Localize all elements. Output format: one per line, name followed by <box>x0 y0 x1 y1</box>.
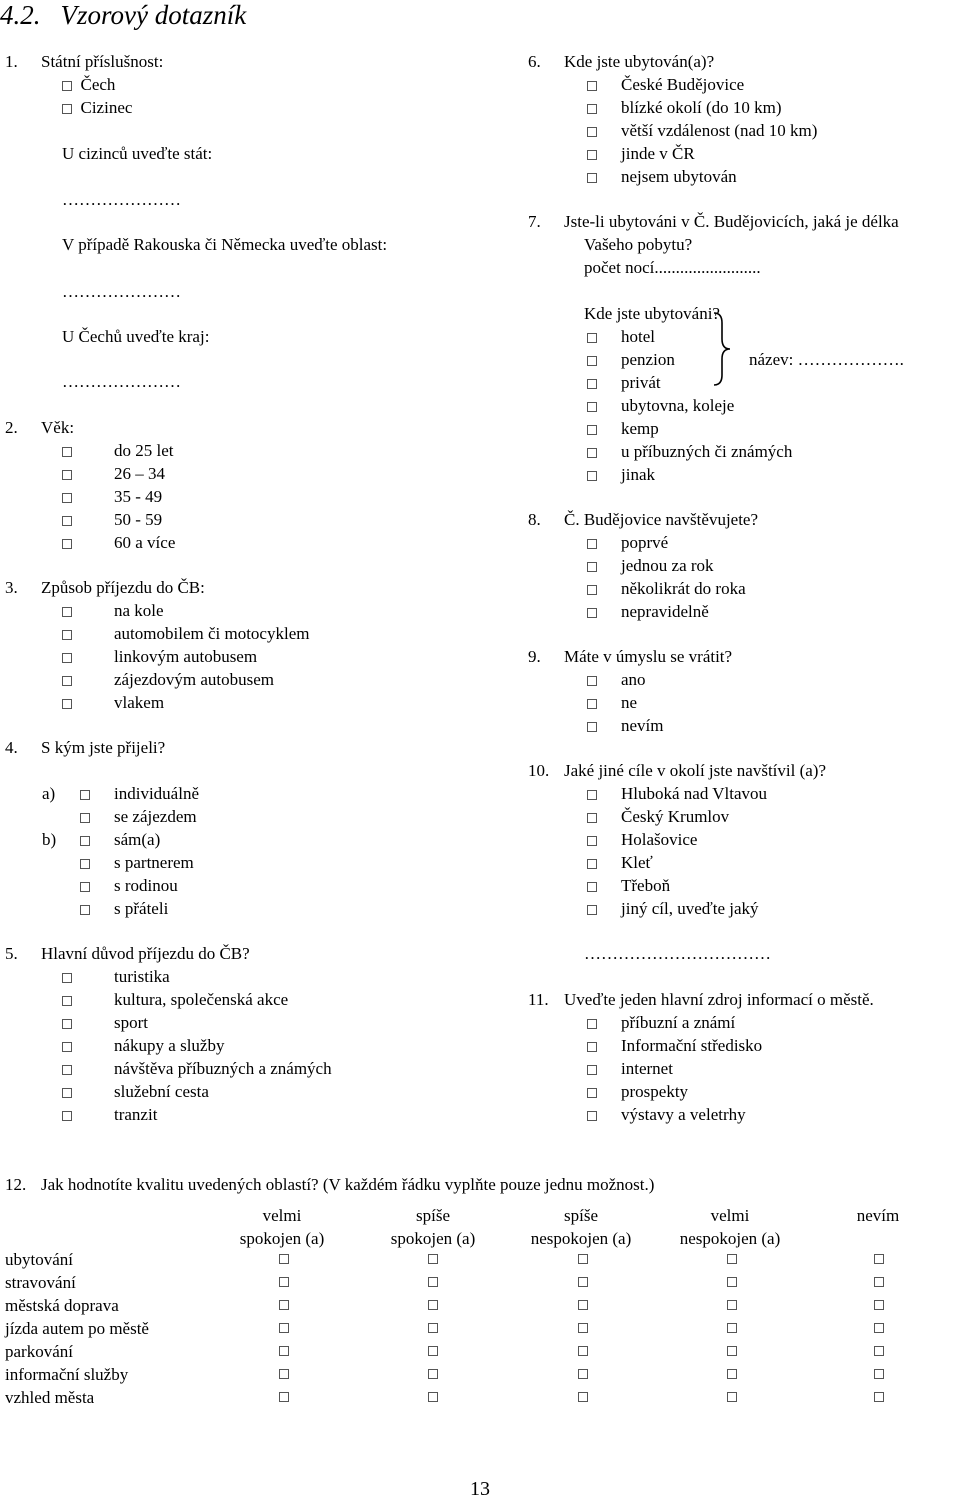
option-label: penzion <box>621 350 675 369</box>
question-6 <box>528 52 714 72</box>
checkbox-icon[interactable] <box>587 333 597 343</box>
option-label: sport <box>114 1013 148 1032</box>
option-label: jinak <box>621 465 655 484</box>
checkbox-icon[interactable] <box>80 905 90 915</box>
rating-checkbox-icon[interactable] <box>727 1369 737 1379</box>
option-label: vlakem <box>114 693 165 712</box>
option-row[interactable] <box>62 75 115 95</box>
option-row[interactable] <box>587 75 744 95</box>
question-number: 3. <box>5 578 18 597</box>
checkbox-icon[interactable] <box>80 836 90 846</box>
option-label: poprvé <box>621 533 669 552</box>
option-label: jinde v ČR <box>621 144 695 163</box>
option-label: se zájezdem <box>114 807 197 826</box>
question-label: Státní příslušnost: <box>41 52 164 71</box>
rating-column-header: velmi spokojen (a) <box>239 1206 325 1248</box>
option-label: České Budějovice <box>621 75 745 94</box>
rating-checkbox-icon[interactable] <box>874 1254 884 1264</box>
checkbox-icon[interactable] <box>587 402 597 412</box>
rating-checkbox-icon[interactable] <box>727 1300 737 1310</box>
option-row[interactable] <box>80 853 194 873</box>
option-label: výstavy a veletrhy <box>621 1105 746 1124</box>
curly-brace-icon <box>708 309 738 389</box>
question-number: 8. <box>528 510 541 529</box>
checkbox-icon[interactable] <box>62 653 72 663</box>
option-row[interactable] <box>587 121 817 141</box>
option-label: nejsem ubytován <box>621 167 737 186</box>
checkbox-icon[interactable] <box>587 585 597 595</box>
question-2 <box>5 418 74 438</box>
checkbox-icon[interactable] <box>587 150 597 160</box>
rating-checkbox-icon[interactable] <box>874 1369 884 1379</box>
region-label: V případě Rakouska či Německa uveďte oblast: <box>62 235 388 254</box>
rating-checkbox-icon[interactable] <box>428 1369 438 1379</box>
option-label: hotel <box>621 327 655 346</box>
checkbox-icon[interactable] <box>62 470 72 480</box>
option-label: jiný cíl, uveďte jaký <box>621 899 759 918</box>
option-row[interactable] <box>587 556 714 576</box>
checkbox-icon[interactable] <box>62 1042 72 1052</box>
question-label: Jaké jiné cíle v okolí jste navštívil (a)? <box>564 761 827 780</box>
section-heading <box>0 0 246 30</box>
checkbox-icon[interactable] <box>587 379 597 389</box>
question-12 <box>5 1175 654 1195</box>
section-number: 4.2. <box>0 0 41 30</box>
checkbox-icon[interactable] <box>587 699 597 709</box>
checkbox-icon[interactable] <box>62 996 72 1006</box>
rating-column-header: nevím <box>856 1206 900 1225</box>
option-label: s partnerem <box>114 853 194 872</box>
option-row[interactable] <box>587 396 734 416</box>
region-field[interactable]: ………………… <box>62 282 181 301</box>
rating-checkbox-icon[interactable] <box>428 1323 438 1333</box>
option-row[interactable] <box>587 693 637 713</box>
option-row[interactable] <box>80 807 197 827</box>
option-label: ubytovna, koleje <box>621 396 735 415</box>
rating-checkbox-icon[interactable] <box>874 1392 884 1402</box>
option-row[interactable] <box>62 533 175 553</box>
option-row[interactable] <box>62 601 164 621</box>
option-label: Třeboň <box>621 876 671 895</box>
rating-column-header: spíše nespokojen (a) <box>530 1206 632 1248</box>
question-1 <box>5 52 163 72</box>
option-label: služební cesta <box>114 1082 209 1101</box>
option-label: kultura, společenská akce <box>114 990 289 1009</box>
option-row[interactable] <box>587 533 668 553</box>
checkbox-icon[interactable] <box>587 1088 597 1098</box>
checkbox-icon[interactable] <box>587 790 597 800</box>
rating-checkbox-icon[interactable] <box>279 1323 289 1333</box>
checkbox-icon[interactable] <box>587 1065 597 1075</box>
question-number: 1. <box>5 52 18 71</box>
rating-checkbox-icon[interactable] <box>279 1369 289 1379</box>
option-label: individuálně <box>114 784 199 803</box>
question-label: Máte v úmyslu se vrátit? <box>564 647 733 666</box>
option-label: do 25 let <box>114 441 174 460</box>
rating-checkbox-icon[interactable] <box>727 1323 737 1333</box>
question-label: S kým jste přijeli? <box>41 738 166 757</box>
option-label: tranzit <box>114 1105 158 1124</box>
question-9 <box>528 647 732 667</box>
option-row[interactable] <box>587 579 746 599</box>
rating-checkbox-icon[interactable] <box>279 1300 289 1310</box>
checkbox-icon[interactable] <box>587 1042 597 1052</box>
option-label: nepravidelně <box>621 602 709 621</box>
option-label: zájezdovým autobusem <box>114 670 275 689</box>
rating-checkbox-icon[interactable] <box>578 1277 588 1287</box>
rating-column-header: velmi nespokojen (a) <box>679 1206 781 1248</box>
rating-checkbox-icon[interactable] <box>727 1392 737 1402</box>
checkbox-icon[interactable] <box>62 447 72 457</box>
checkbox-icon[interactable] <box>587 813 597 823</box>
checkbox-icon[interactable] <box>587 1019 597 1029</box>
option-row[interactable] <box>587 442 792 462</box>
checkbox-icon[interactable] <box>587 448 597 458</box>
option-row[interactable] <box>62 693 164 713</box>
option-label: větší vzdálenost (nad 10 km) <box>621 121 818 140</box>
accommodation-question: Kde jste ubytováni? <box>584 304 720 323</box>
question-number: 6. <box>528 52 541 71</box>
rating-checkbox-icon[interactable] <box>279 1277 289 1287</box>
option-row[interactable] <box>587 784 767 804</box>
option-label: Kleť <box>621 853 653 872</box>
option-row[interactable] <box>587 350 675 370</box>
option-row[interactable] <box>62 647 257 667</box>
option-label: 35 - 49 <box>114 487 163 506</box>
option-row[interactable] <box>587 419 659 439</box>
option-label: prospekty <box>621 1082 689 1101</box>
checkbox-icon[interactable] <box>587 127 597 137</box>
checkbox-icon[interactable] <box>62 1065 72 1075</box>
question-label: Věk: <box>41 418 75 437</box>
option-label: příbuzní a známí <box>621 1013 736 1032</box>
section-title: Vzorový dotazník <box>60 0 247 30</box>
checkbox-icon[interactable] <box>587 882 597 892</box>
option-label: Hluboká nad Vltavou <box>621 784 768 803</box>
option-label: sám(a) <box>114 830 161 849</box>
question-number: 12. <box>5 1175 27 1194</box>
question-label: Jste-li ubytováni v Č. Budějovicích, jaká je délka <box>564 212 899 231</box>
question-7 <box>528 212 899 232</box>
rating-checkbox-icon[interactable] <box>578 1392 588 1402</box>
accommodation-name-field[interactable]: název: ………………. <box>749 350 904 369</box>
option-row[interactable] <box>587 1013 735 1033</box>
option-label: Čech <box>80 75 116 94</box>
checkbox-icon[interactable] <box>587 471 597 481</box>
option-label: s rodinou <box>114 876 178 895</box>
rating-checkbox-icon[interactable] <box>578 1300 588 1310</box>
checkbox-icon[interactable] <box>587 608 597 618</box>
option-label: 26 – 34 <box>114 464 165 483</box>
option-row[interactable] <box>587 167 737 187</box>
rating-checkbox-icon[interactable] <box>578 1323 588 1333</box>
rating-checkbox-icon[interactable] <box>874 1300 884 1310</box>
checkbox-icon[interactable] <box>62 104 72 114</box>
checkbox-icon[interactable] <box>62 607 72 617</box>
group-a-label: a) <box>42 784 56 803</box>
option-row[interactable] <box>62 990 288 1010</box>
option-row[interactable] <box>587 716 664 736</box>
option-label: ano <box>621 670 646 689</box>
rating-checkbox-icon[interactable] <box>578 1254 588 1264</box>
option-row[interactable] <box>587 899 759 919</box>
rating-checkbox-icon[interactable] <box>727 1346 737 1356</box>
checkbox-icon[interactable] <box>80 790 90 800</box>
rating-checkbox-icon[interactable] <box>428 1254 438 1264</box>
option-label: automobilem či motocyklem <box>114 624 310 643</box>
question-number: 4. <box>5 738 18 757</box>
checkbox-icon[interactable] <box>62 630 72 640</box>
rating-checkbox-icon[interactable] <box>428 1277 438 1287</box>
question-11 <box>528 990 874 1010</box>
option-label: internet <box>621 1059 673 1078</box>
option-row[interactable] <box>587 144 695 164</box>
option-label: 50 - 59 <box>114 510 163 529</box>
checkbox-icon[interactable] <box>587 676 597 686</box>
question-label: Uveďte jeden hlavní zdroj informací o městě. <box>564 990 874 1009</box>
checkbox-icon[interactable] <box>62 1111 72 1121</box>
foreign-country-field[interactable]: ………………… <box>62 190 181 209</box>
rating-row-label: městská doprava <box>5 1296 119 1315</box>
checkbox-icon[interactable] <box>587 356 597 366</box>
checkbox-icon[interactable] <box>587 836 597 846</box>
rating-checkbox-icon[interactable] <box>874 1277 884 1287</box>
checkbox-icon[interactable] <box>62 539 72 549</box>
option-row[interactable] <box>62 1036 224 1056</box>
rating-row-label: parkování <box>5 1342 73 1361</box>
option-row[interactable] <box>587 853 653 873</box>
question-label: Způsob příjezdu do ČB: <box>41 578 205 597</box>
nights-field[interactable]: počet nocí......................... <box>584 258 761 277</box>
checkbox-icon[interactable] <box>587 425 597 435</box>
checkbox-icon[interactable] <box>587 562 597 572</box>
czech-region-label: U Čechů uveďte kraj: <box>62 327 210 346</box>
option-row[interactable] <box>62 1082 209 1102</box>
checkbox-icon[interactable] <box>62 493 72 503</box>
option-row[interactable] <box>587 327 655 347</box>
option-row[interactable] <box>62 967 170 987</box>
checkbox-icon[interactable] <box>62 676 72 686</box>
option-row[interactable] <box>62 1105 157 1125</box>
question-number: 7. <box>528 212 541 231</box>
option-label: linkovým autobusem <box>114 647 258 666</box>
option-label: jednou za rok <box>621 556 714 575</box>
rating-checkbox-icon[interactable] <box>874 1323 884 1333</box>
option-row[interactable] <box>62 1059 332 1079</box>
option-label: blízké okolí (do 10 km) <box>621 98 782 117</box>
checkbox-icon[interactable] <box>62 973 72 983</box>
rating-checkbox-icon[interactable] <box>279 1392 289 1402</box>
option-label: Český Krumlov <box>621 807 730 826</box>
rating-checkbox-icon[interactable] <box>279 1254 289 1264</box>
option-label: Holašovice <box>621 830 698 849</box>
czech-region-field[interactable]: ………………… <box>62 372 181 391</box>
question-number: 2. <box>5 418 18 437</box>
rating-checkbox-icon[interactable] <box>727 1277 737 1287</box>
rating-row-label: ubytování <box>5 1250 73 1269</box>
rating-row-label: stravování <box>5 1273 76 1292</box>
checkbox-icon[interactable] <box>587 173 597 183</box>
question-label: Kde jste ubytován(a)? <box>564 52 715 71</box>
option-row[interactable] <box>587 465 655 485</box>
option-label: nákupy a služby <box>114 1036 225 1055</box>
checkbox-icon[interactable] <box>587 1111 597 1121</box>
rating-checkbox-icon[interactable] <box>428 1300 438 1310</box>
checkbox-icon[interactable] <box>587 859 597 869</box>
option-label: u příbuzných či známých <box>621 442 793 461</box>
checkbox-icon[interactable] <box>80 813 90 823</box>
option-row[interactable] <box>587 1082 688 1102</box>
option-row[interactable] <box>62 464 165 484</box>
question-4 <box>5 738 165 758</box>
option-label: ne <box>621 693 638 712</box>
option-row[interactable] <box>80 899 168 919</box>
question-label: Jak hodnotíte kvalitu uvedených oblastí? (V každém řádku vyplňte pouze jednu možnost.) <box>41 1175 655 1194</box>
option-label: návštěva příbuzných a známých <box>114 1059 332 1078</box>
page-number: 13 <box>470 1478 490 1500</box>
option-row[interactable] <box>587 602 709 622</box>
rating-checkbox-icon[interactable] <box>279 1346 289 1356</box>
rating-column-header: spíše spokojen (a) <box>390 1206 476 1248</box>
checkbox-icon[interactable] <box>587 81 597 91</box>
rating-checkbox-icon[interactable] <box>428 1346 438 1356</box>
option-row[interactable] <box>587 830 697 850</box>
option-label: s přáteli <box>114 899 169 918</box>
question-number: 10. <box>528 761 550 780</box>
option-row[interactable] <box>587 1059 673 1079</box>
option-row[interactable] <box>587 807 729 827</box>
checkbox-icon[interactable] <box>587 104 597 114</box>
option-label: 60 a více <box>114 533 176 552</box>
rating-checkbox-icon[interactable] <box>578 1346 588 1356</box>
question-number: 11. <box>528 990 549 1009</box>
option-row[interactable] <box>587 373 661 393</box>
option-row[interactable] <box>80 876 178 896</box>
option-row[interactable] <box>80 784 199 804</box>
option-label: privát <box>621 373 661 392</box>
option-label: kemp <box>621 419 659 438</box>
checkbox-icon[interactable] <box>587 722 597 732</box>
question-10 <box>528 761 826 781</box>
option-row[interactable] <box>62 487 162 507</box>
option-label: na kole <box>114 601 164 620</box>
checkbox-icon[interactable] <box>80 859 90 869</box>
option-row[interactable] <box>62 624 309 644</box>
option-row[interactable] <box>62 510 162 530</box>
group-b-label: b) <box>42 830 57 849</box>
foreign-country-label: U cizinců uveďte stát: <box>62 144 213 163</box>
option-row[interactable] <box>587 1036 762 1056</box>
option-row[interactable] <box>62 98 132 118</box>
option-row[interactable] <box>587 876 670 896</box>
checkbox-icon[interactable] <box>62 81 72 91</box>
checkbox-icon[interactable] <box>587 539 597 549</box>
question-3 <box>5 578 205 598</box>
checkbox-icon[interactable] <box>62 699 72 709</box>
option-row[interactable] <box>587 98 782 118</box>
option-label: Cizinec <box>80 98 133 117</box>
checkbox-icon[interactable] <box>62 516 72 526</box>
checkbox-icon[interactable] <box>62 1088 72 1098</box>
rating-checkbox-icon[interactable] <box>578 1369 588 1379</box>
question-label: Hlavní důvod příjezdu do ČB? <box>41 944 250 963</box>
question-number: 9. <box>528 647 541 666</box>
rating-checkbox-icon[interactable] <box>874 1346 884 1356</box>
option-label: několikrát do roka <box>621 579 746 598</box>
rating-checkbox-icon[interactable] <box>727 1254 737 1264</box>
option-label: turistika <box>114 967 170 986</box>
rating-row-label: jízda autem po městě <box>5 1319 149 1338</box>
question-label-line2: Vašeho pobytu? <box>584 235 693 254</box>
rating-row-label: informační služby <box>5 1365 129 1384</box>
option-row[interactable] <box>62 441 174 461</box>
checkbox-icon[interactable] <box>80 882 90 892</box>
option-row[interactable] <box>80 830 160 850</box>
checkbox-icon[interactable] <box>587 905 597 915</box>
option-label: nevím <box>621 716 664 735</box>
option-row[interactable] <box>62 670 274 690</box>
question-5 <box>5 944 250 964</box>
question-number: 5. <box>5 944 18 963</box>
option-row[interactable] <box>62 1013 148 1033</box>
checkbox-icon[interactable] <box>62 1019 72 1029</box>
question-label: Č. Budějovice navštěvujete? <box>564 510 759 529</box>
rating-row-label: vzhled města <box>5 1388 95 1407</box>
rating-checkbox-icon[interactable] <box>428 1392 438 1402</box>
option-row[interactable] <box>587 670 646 690</box>
question-8 <box>528 510 758 530</box>
option-row[interactable] <box>587 1105 746 1125</box>
option-label: Informační středisko <box>621 1036 763 1055</box>
other-destination-field[interactable]: …………………………… <box>584 944 771 963</box>
